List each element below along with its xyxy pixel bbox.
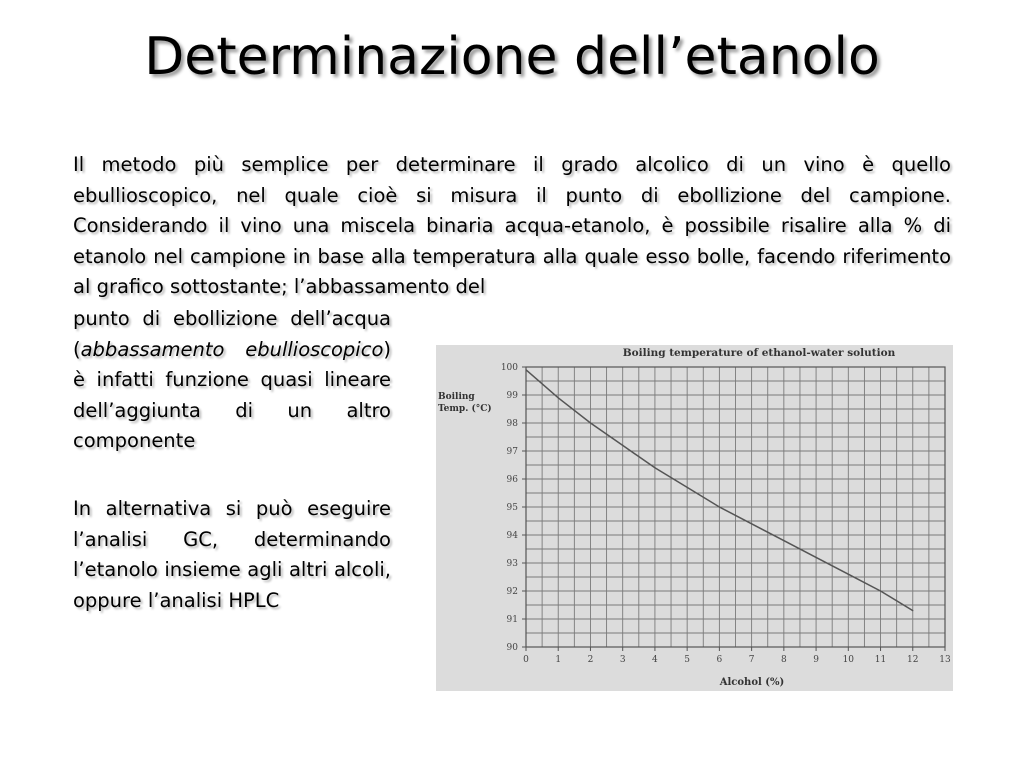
x-tick-label: 2 xyxy=(587,655,594,665)
x-tick-label: 7 xyxy=(748,655,755,665)
data-point xyxy=(751,523,752,524)
x-tick-label: 9 xyxy=(813,655,819,665)
y-axis-label-line1: Boiling xyxy=(438,392,475,402)
boiling-chart-photo xyxy=(436,345,953,691)
y-tick-label: 95 xyxy=(506,503,518,513)
y-tick-label: 99 xyxy=(506,391,518,401)
y-tick-label: 98 xyxy=(506,419,518,429)
data-point xyxy=(880,590,881,591)
chart-title: Boiling temperature of ethanol-water solution xyxy=(622,347,896,359)
y-tick-label: 97 xyxy=(506,447,518,457)
x-tick-label: 8 xyxy=(780,655,787,665)
x-tick-label: 11 xyxy=(874,655,887,665)
x-axis-label: Alcohol (%) xyxy=(719,677,785,688)
intro-paragraph: Il metodo più semplice per determinare il grado alcolico di un vino è quello ebullioscopico, nel quale cioè si misura il punto di ebollizione del campione. Considerando il vino una miscela binaria acqua-etanolo, è possibile risalire alla % di etanolo nel campione in base alla temperatura alla quale esso bolle, facendo riferimento al grafico sottostante; l’abbassamento del xyxy=(73,153,951,299)
boiling-chart xyxy=(436,345,953,691)
y-tick-label: 92 xyxy=(506,587,518,597)
data-point xyxy=(622,445,623,446)
data-point xyxy=(525,369,526,370)
data-point xyxy=(848,574,849,575)
x-tick-label: 5 xyxy=(684,655,691,665)
x-tick-label: 4 xyxy=(652,655,658,665)
data-point xyxy=(912,610,913,611)
ebullioscopic-term: abbassamento ebullioscopico xyxy=(80,337,384,361)
x-tick-label: 6 xyxy=(716,655,723,665)
data-point xyxy=(815,557,816,558)
data-point xyxy=(558,397,559,398)
data-point xyxy=(590,422,591,423)
y-tick-label: 93 xyxy=(506,559,518,569)
x-tick-label: 12 xyxy=(907,655,919,665)
chart-grid xyxy=(526,367,945,647)
data-point xyxy=(654,467,655,468)
y-tick-label: 90 xyxy=(506,643,518,653)
x-tick-label: 10 xyxy=(842,655,855,665)
x-tick-label: 1 xyxy=(555,655,562,665)
x-tick-label: 3 xyxy=(619,655,626,665)
y-tick-label: 100 xyxy=(500,363,518,373)
data-point xyxy=(783,540,784,541)
y-tick-label: 91 xyxy=(506,615,518,625)
boiling-point-text-b: ) è infatti funzione quasi lineare dell’aggiunta di un altro componente xyxy=(73,337,391,453)
data-point xyxy=(687,487,688,488)
y-tick-label: 96 xyxy=(506,475,518,485)
x-tick-label: 13 xyxy=(939,655,951,665)
alternative-methods-paragraph: In alternativa si può eseguire l’analisi GC, determinando l’etanolo insieme agli altri alcoli, oppure l’analisi HPLC xyxy=(73,497,391,612)
boiling-point-paragraph xyxy=(73,304,391,457)
y-tick-label: 94 xyxy=(506,531,518,541)
y-axis-label-line2: Temp. (°C) xyxy=(438,404,492,414)
data-point xyxy=(719,506,720,507)
boiling-point-text-a: punto di ebollizione dell’acqua ( xyxy=(73,307,391,361)
x-tick-label: 0 xyxy=(523,655,529,665)
slide-title: Determinazione dell’etanolo xyxy=(144,27,880,87)
